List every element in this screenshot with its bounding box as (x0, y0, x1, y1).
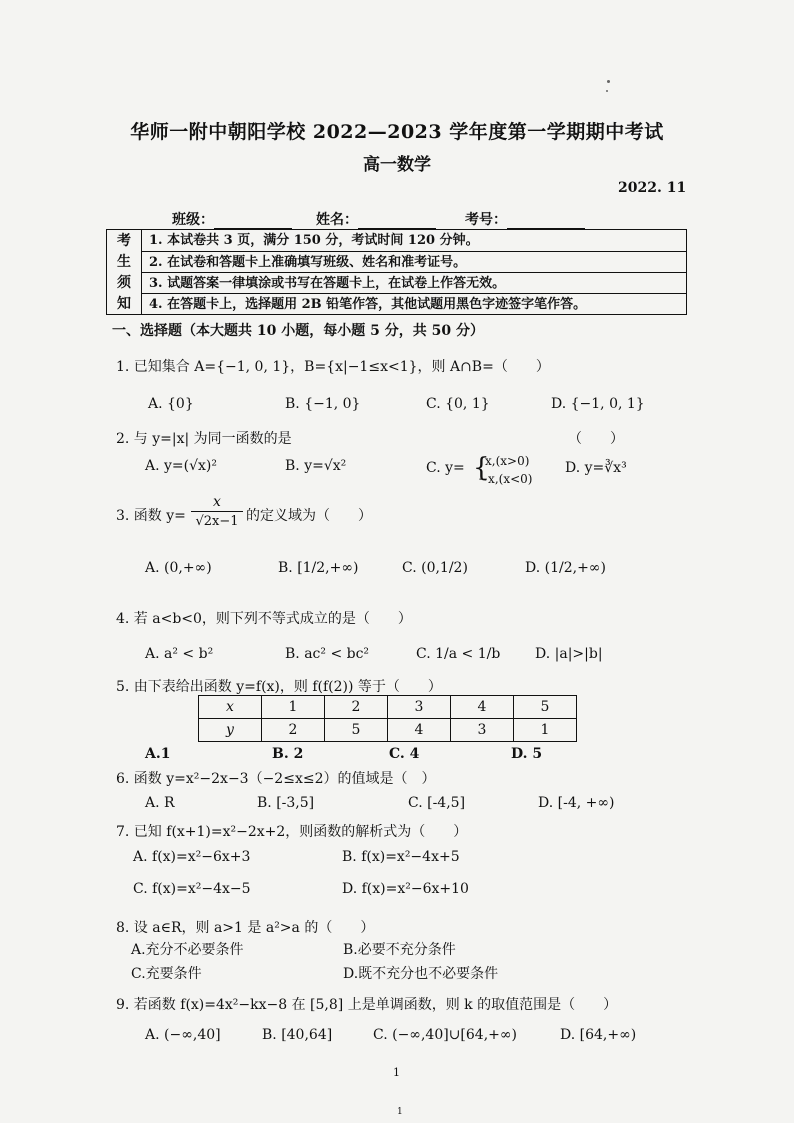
question-8-stem: 8. 设 a∈R，则 a>1 是 a²>a 的（ ） (116, 920, 375, 936)
q5-option-b: B. 2 (272, 746, 304, 762)
question-2-paren: （ ） (568, 431, 624, 447)
q2-option-b: B. y=√x² (285, 458, 347, 474)
q9-option-b: B. [40,64] (262, 1027, 333, 1043)
q6-option-c: C. [-4,5] (408, 795, 466, 811)
question-6-stem: 6. 函数 y=x²−2x−3（−2≤x≤2）的值域是（ ） (116, 771, 436, 787)
q6-option-b: B. [-3,5] (257, 795, 315, 811)
exam-date: 2022. 11 (618, 180, 687, 196)
table-cell: 4 (451, 696, 514, 719)
q7-option-d: D. f(x)=x²−6x+10 (342, 881, 469, 897)
question-4-stem: 4. 若 a<b<0，则下列不等式成立的是（ ） (116, 611, 412, 627)
q9-option-c: C. (−∞,40]∪[64,+∞) (373, 1027, 518, 1043)
page-number: 1 (393, 1066, 400, 1079)
name-field (316, 209, 436, 229)
q4-option-b: B. ac² < bc² (285, 646, 370, 662)
q9-option-d: D. [64,+∞) (560, 1027, 637, 1043)
q8-option-d: D.既不充分也不必要条件 (343, 966, 499, 982)
table-cell: 5 (514, 696, 577, 719)
question-5-stem: 5. 由下表给出函数 y=f(x)，则 f(f(2)) 等于（ ） (116, 679, 442, 695)
question-3-stem-suffix: 的定义域为（ ） (246, 508, 372, 524)
q5-option-d: D. 5 (511, 746, 543, 762)
exam-subject: 高一数学 (363, 155, 431, 175)
scan-speck (606, 90, 608, 92)
q9-option-a: A. (−∞,40] (145, 1027, 221, 1043)
page-mark: 1 (397, 1107, 403, 1117)
piecewise-brace: { (473, 453, 490, 483)
q5-option-a: A.1 (145, 746, 171, 762)
q2-option-a: A. y=(√x)² (145, 458, 218, 474)
notice-char: 考 (117, 233, 131, 249)
q1-option-c: C. {0, 1} (426, 396, 490, 412)
notice-char: 知 (117, 296, 131, 312)
q4-option-c: C. 1/a < 1/b (416, 646, 501, 662)
name-blank (358, 214, 436, 229)
q8-option-a: A.充分不必要条件 (131, 942, 244, 958)
q3-option-d: D. (1/2,+∞) (525, 560, 606, 576)
q1-option-a: A. {0} (148, 396, 194, 412)
table-cell: 1 (514, 719, 577, 742)
question-3-stem-prefix: 3. 函数 y= (116, 508, 186, 524)
q4-option-a: A. a² < b² (145, 646, 214, 662)
question-1-stem: 1. 已知集合 A={−1, 0, 1}，B={x|−1≤x<1}，则 A∩B=（ ） (116, 359, 550, 375)
q7-option-b: B. f(x)=x²−4x+5 (342, 849, 460, 865)
q3-option-b: B. [1/2,+∞) (278, 560, 359, 576)
q1-option-b: B. {−1, 0} (285, 396, 361, 412)
name-label: 姓名： (316, 212, 358, 228)
class-label: 班级： (172, 212, 214, 228)
table-cell: y (199, 719, 262, 742)
number-field (465, 209, 585, 229)
number-label: 考号： (465, 212, 507, 228)
notice-item: 2. 在试卷和答题卡上准确填写班级、姓名和准考证号。 (141, 251, 686, 272)
question-9-stem: 9. 若函数 f(x)=4x²−kx−8 在 [5,8] 上是单调函数，则 k 的取值范围是（ ） (116, 997, 618, 1013)
table-cell: x (199, 696, 262, 719)
q3-fraction-den: √2x−1 (195, 514, 239, 529)
table-cell: 3 (388, 696, 451, 719)
q3-fraction-num: x (213, 494, 221, 510)
q2-option-d: D. y=∛x³ (565, 460, 627, 476)
table-row (199, 696, 577, 719)
q3-option-c: C. (0,1/2) (402, 560, 468, 576)
notice-item: 3. 试题答案一律填涂或书写在答题卡上，在试卷上作答无效。 (141, 272, 686, 293)
table-cell: 5 (325, 719, 388, 742)
class-field (172, 209, 292, 229)
notice-item: 4. 在答题卡上，选择题用 2B 铅笔作答，其他试题用黑色字迹签字笔作答。 (141, 293, 686, 314)
q6-option-d: D. [-4, +∞) (538, 795, 615, 811)
q2-piece-top: x,(x>0) (485, 454, 530, 468)
question-7-stem: 7. 已知 f(x+1)=x²−2x+2，则函数的解析式为（ ） (116, 824, 468, 840)
q4-option-d: D. |a|>|b| (535, 646, 603, 662)
exam-notice-box (106, 229, 687, 315)
q2-piece-bottom: −x,(x<0) (478, 472, 533, 486)
notice-side-label (107, 230, 142, 314)
q8-option-b: B.必要不充分条件 (343, 942, 456, 958)
q2-option-c: C. y= (426, 460, 465, 476)
section-heading: 一、选择题（本大题共 10 小题，每小题 5 分，共 50 分） (112, 323, 484, 339)
q3-fraction-bar (191, 511, 243, 512)
q6-option-a: A. R (145, 795, 175, 811)
exam-title: 华师一附中朝阳学校 2022—2023 学年度第一学期期中考试 (130, 121, 664, 143)
table-cell: 4 (388, 719, 451, 742)
scan-speck (607, 80, 610, 83)
table-row (199, 719, 577, 742)
q7-option-c: C. f(x)=x²−4x−5 (133, 881, 251, 897)
table-cell: 1 (262, 696, 325, 719)
q7-option-a: A. f(x)=x²−6x+3 (133, 849, 251, 865)
notice-item: 1. 本试卷共 3 页，满分 150 分，考试时间 120 分钟。 (149, 233, 479, 248)
q5-option-c: C. 4 (389, 746, 420, 762)
class-blank (214, 214, 292, 229)
question-2-stem: 2. 与 y=|x| 为同一函数的是 (116, 431, 292, 447)
notice-char: 须 (117, 275, 131, 291)
q5-function-table (198, 695, 577, 742)
q3-option-a: A. (0,+∞) (145, 560, 212, 576)
q8-option-c: C.充要条件 (131, 966, 202, 982)
q1-option-d: D. {−1, 0, 1} (551, 396, 645, 412)
number-blank (507, 214, 585, 229)
table-cell: 2 (325, 696, 388, 719)
table-cell: 3 (451, 719, 514, 742)
notice-char: 生 (117, 254, 131, 270)
table-cell: 2 (262, 719, 325, 742)
